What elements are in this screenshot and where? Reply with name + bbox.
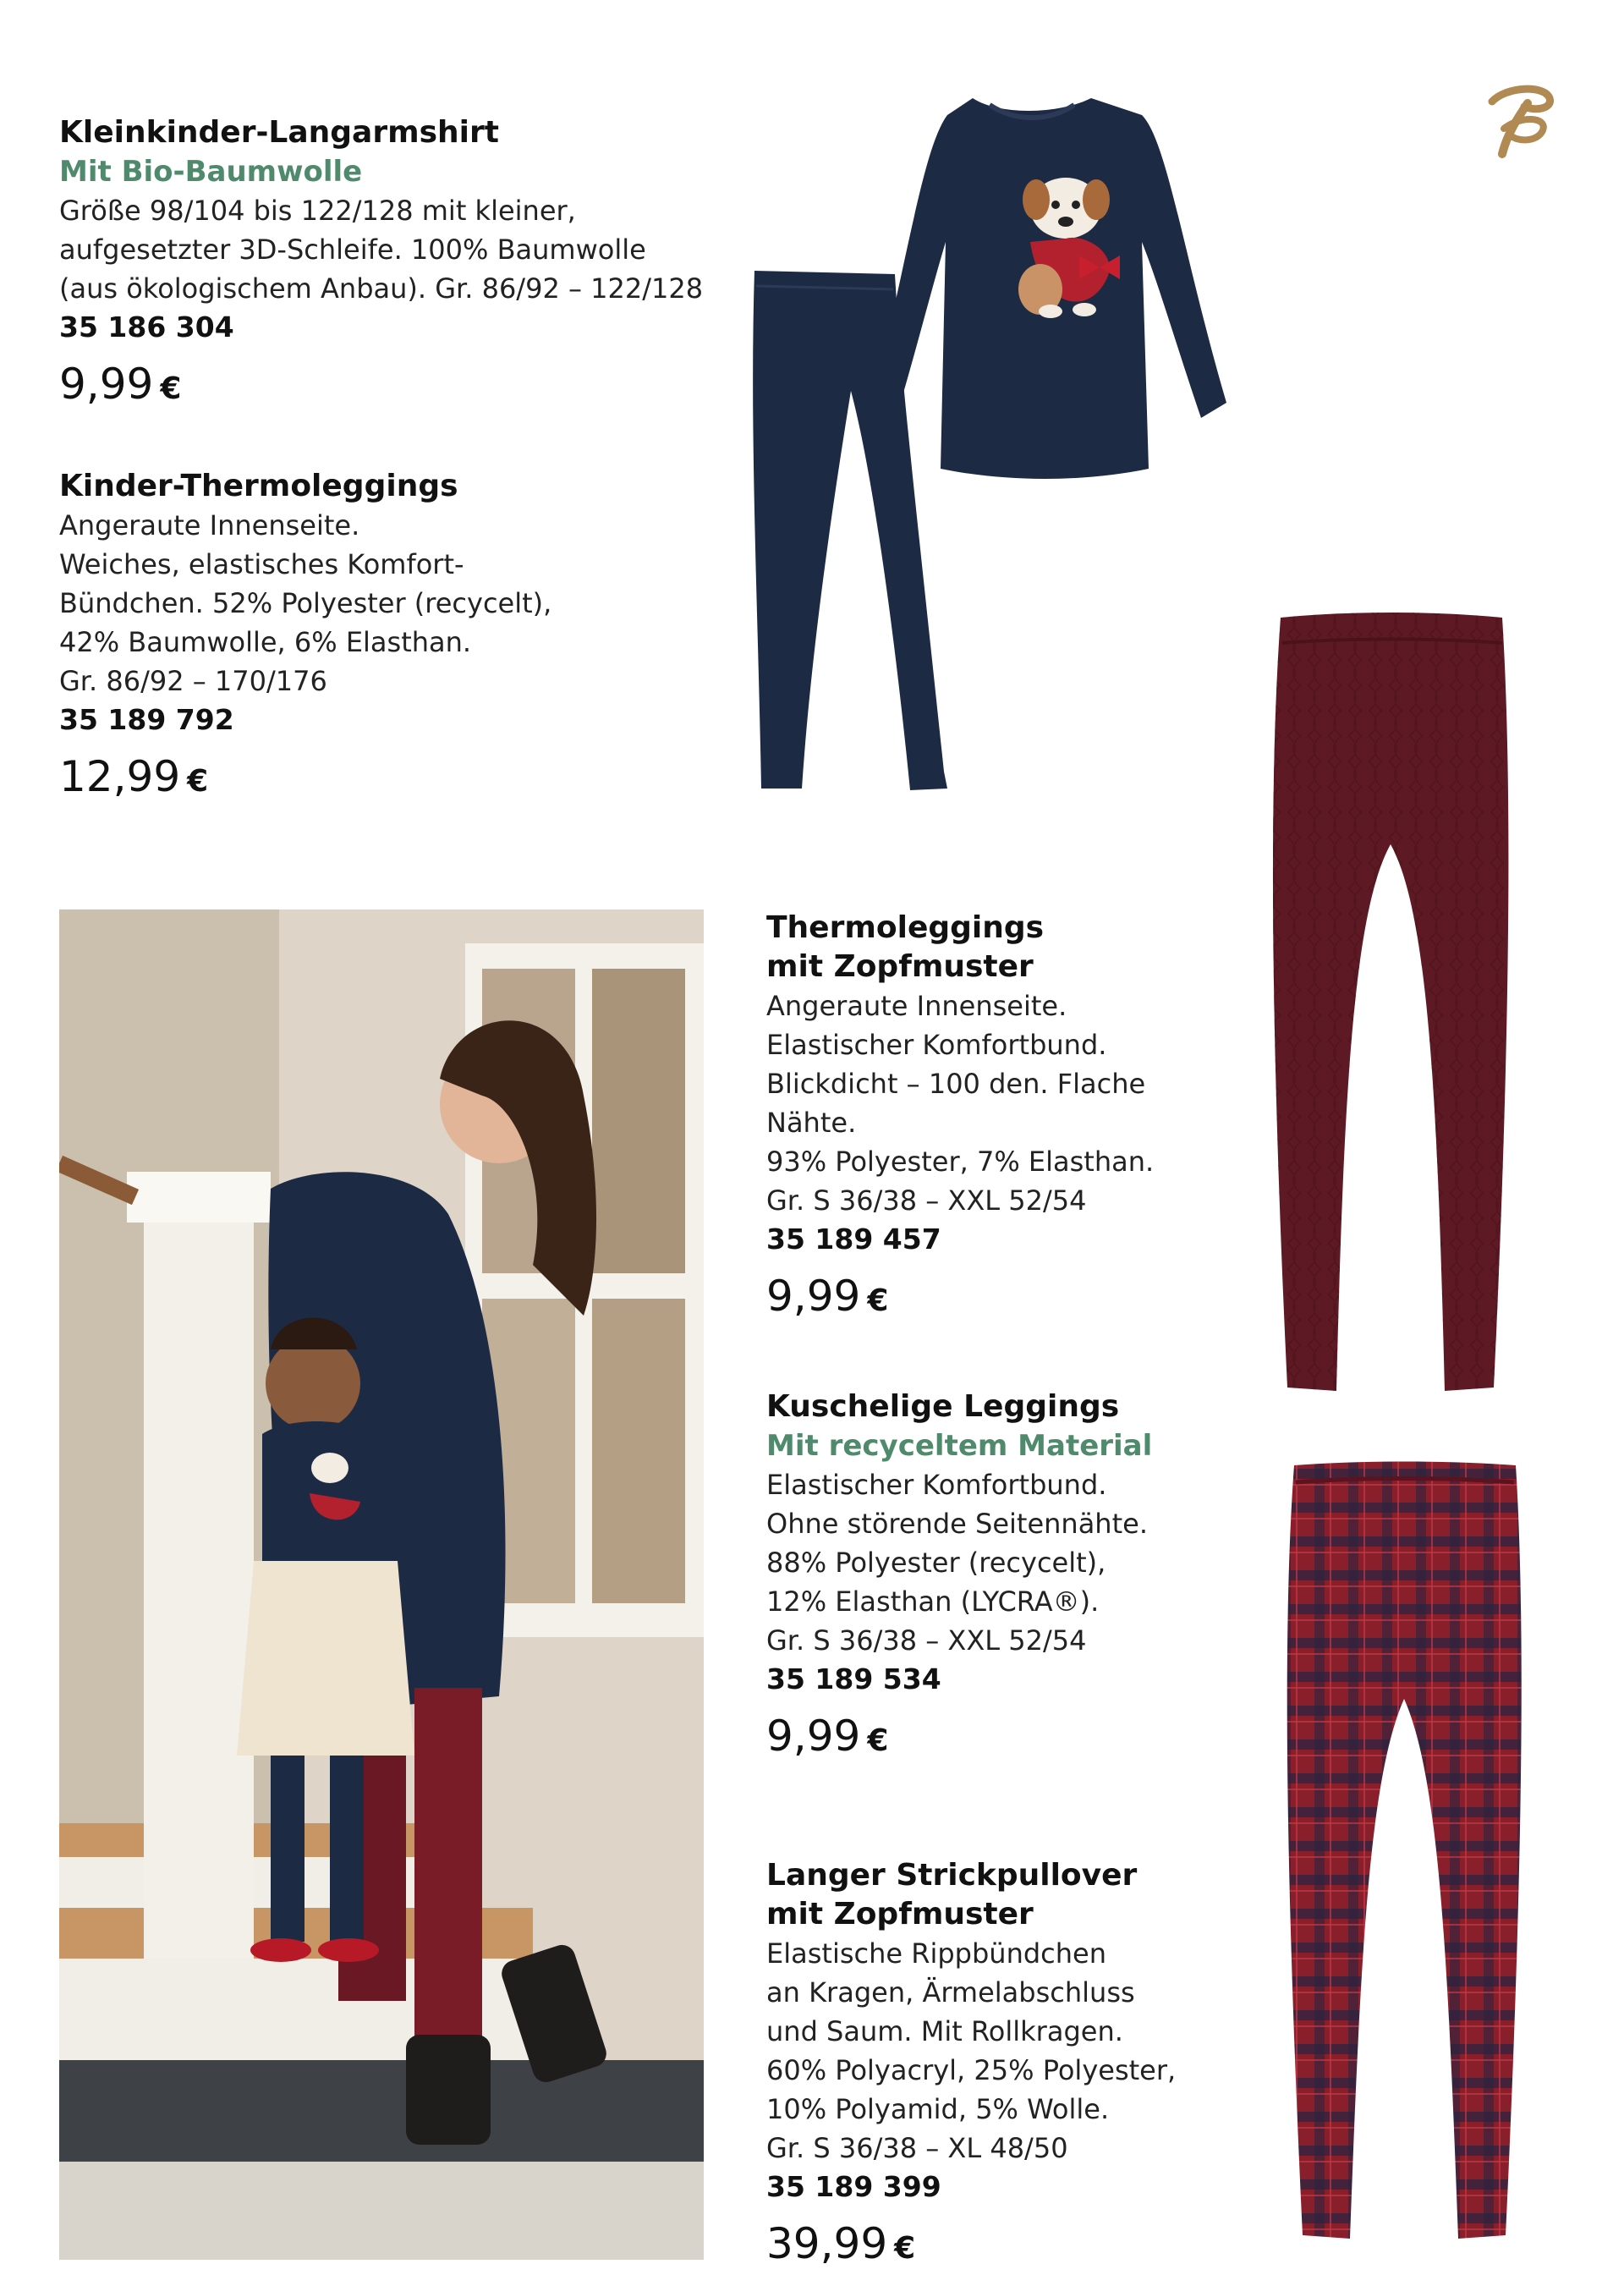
price-value: 9,99 [766,1712,861,1761]
article-number: 35 189 399 [766,2170,941,2203]
product-description: Angeraute Innenseite. Weiches, elastisches Komfort- Bündchen. 52% Polyester (recycelt), 42% Baumwolle, 6% Elasthan. Gr. 86/92 – 170/176 [59,509,552,697]
burgundy-thermoleggings-image [1264,609,1517,1404]
product-kinder-thermoleggings [59,467,719,812]
article-number: 35 189 457 [766,1223,941,1256]
article-number: 35 186 304 [59,310,234,343]
price [766,2218,1240,2279]
product-title: Langer Strickpullover mit Zopfmuster [766,1858,1138,1932]
price-value: 9,99 [59,360,154,409]
price-value: 12,99 [59,752,181,801]
product-title: Kleinkinder-Langarmshirt [59,115,499,150]
product-title: Kuschelige Leggings [766,1389,1120,1424]
product-title: Kinder-Thermoleggings [59,469,458,503]
price-currency: € [867,1723,889,1758]
price-value: 39,99 [766,2219,888,2268]
price-currency: € [894,2231,916,2266]
plaid-leggings-image [1269,1457,1539,2252]
product-description: Elastische Rippbündchen an Kragen, Ärmelabschluss und Saum. Mit Rollkragen. 60% Polyacryl, 25% Polyester, 10% Polyamid, 5% Wolle. Gr. S 36/38 – XL 48/50 [766,1937,1177,2164]
price-currency: € [187,764,209,799]
product-subtitle: Mit recyceltem Material [766,1429,1153,1463]
product-title: Thermoleggings mit Zopfmuster [766,910,1045,984]
product-description: Angeraute Innenseite. Elastischer Komfortbund. Blickdicht – 100 den. Flache Nähte. 93% Polyester, 7% Elasthan. Gr. S 36/38 – XXL 52/54 [766,990,1155,1217]
product-thermoleggings-zopfmuster [766,909,1240,1332]
product-kuschelige-leggings [766,1388,1240,1772]
price-currency: € [867,1283,889,1318]
product-langer-strickpullover [766,1856,1240,2279]
price [766,1271,1240,1332]
tchibo-logo-icon [1477,78,1561,162]
product-subtitle: Mit Bio-Baumwolle [59,155,363,189]
product-description: Elastischer Komfortbund. Ohne störende Seitennähte. 88% Polyester (recycelt), 12% Elasthan (LYCRA®). Gr. S 36/38 – XXL 52/54 [766,1469,1148,1657]
price [59,359,719,420]
product-description: Größe 98/104 bis 122/128 mit kleiner, aufgesetzter 3D-Schleife. 100% Baumwolle (aus ökologischem Anbau). Gr. 86/92 – 122/128 [59,195,704,305]
price-currency: € [160,371,182,406]
price [59,751,719,812]
product-kleinkinder-langarmshirt [59,113,719,420]
price [766,1711,1240,1772]
lifestyle-photo [59,909,704,2260]
article-number: 35 189 792 [59,703,234,736]
kids-longsleeve-shirt-image [863,90,1235,487]
lifestyle-photo-illustration [59,909,704,2260]
price-value: 9,99 [766,1272,861,1321]
article-number: 35 189 534 [766,1662,941,1695]
